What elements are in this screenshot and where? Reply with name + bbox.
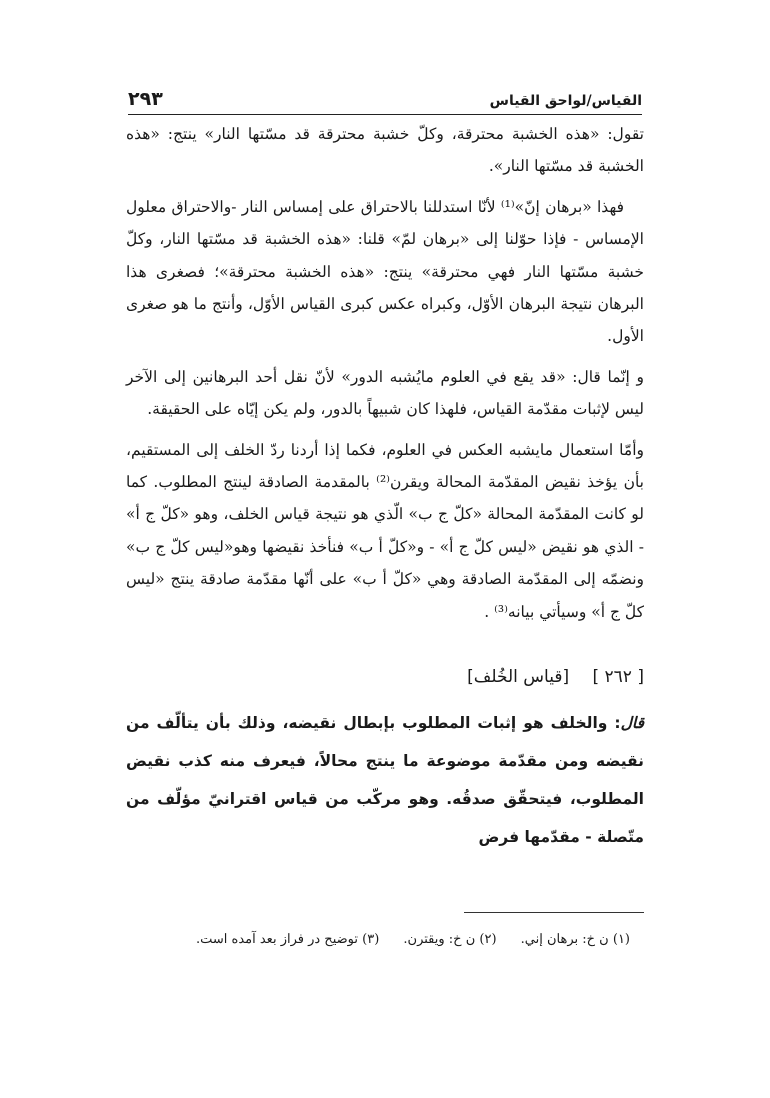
page-number: ٢٩٣ (128, 88, 163, 110)
paragraph-1: تقول: «هذه الخشبة محترقة، وكلّ خشبة محترقة قد مسّتها النار» ينتج: «هذه الخشبة قد مسّتها النار». (126, 125, 644, 176)
paragraph-2: فهذا «برهان إنّ»⁽¹⁾ لأنّا استدللنا بالاحتراق على إمساس النار -والاحتراق معلول الإمساس - فإذا حوّلنا إلى «برهان لمّ» قلنا: «هذه الخشبة قد مسّتها النار، وكلّ خشبة مسّتها النار فهي محترقة» ينتج: «هذه الخشبة محترقة»؛ فصغرى هذا البرهان نتيجة البرهان الأوّل، وكبراه عكس كبرى القياس الأوّل، وأنتج ما هو صغرى الأول. (126, 197, 644, 346)
running-title: القياس/لواحق القياس (489, 93, 642, 109)
footnote-divider (464, 912, 644, 913)
footnote-3: (٣) توضيح در فراز بعد آمده است. (195, 932, 380, 947)
qala-label: قال (620, 714, 644, 733)
commentary-body (126, 118, 644, 864)
section-title: [قياس الخُلف] (467, 667, 570, 688)
matn-paragraph (126, 704, 644, 856)
paragraph-4: وأمّا استعمال مايشبه العكس في العلوم، فكما إذا أردنا ردّ الخلف إلى المستقيم، بأن يؤخذ نقيض المقدّمة المحالة ويقرن⁽²⁾ بالمقدمة الصادقة لينتج المطلوب. كما لو كانت المقدّمة المحالة «كلّ ج ب» الّذي هو نتيجة قياس الخلف، وهو «كلّ ج أ» - الذي هو نقيض «ليس كلّ ج أ» - و«كلّ أ ب» فنأخذ نقيضها وهو«ليس كلّ ج ب» ونضمّه إلى المقدّمة الصادقة وهي «كلّ أ ب» على أنّها مقدّمة صادقة ينتج «ليس كلّ ج أ» وسيأتي بيانه⁽³⁾ . (126, 440, 644, 621)
footnote-2: (٢) ن خ: ويقترن. (403, 932, 497, 947)
section-heading (126, 658, 644, 696)
section-number: [ ٢٦٢ ] (592, 667, 644, 688)
matn-text: : والخلف هو إثبات المطلوب بإبطال نقيضه، وذلك بأن يتألّف من نقيضه ومن مقدّمة موضوعة ما ينتج محالاً، فيعرف منه كذب نقيض المطلوب، فيتحقّق صدقُه. وهو مركّب من قياس اقترانيّ مؤلّف من متّصلة - مقدّمها فرض (126, 714, 644, 847)
footnotes (126, 930, 630, 950)
page-header (128, 80, 642, 115)
paragraph-3: و إنّما قال: «قد يقع في العلوم مايُشبه الدور» لأنّ نقل أحد البرهانين إلى الآخر ليس لإثبات مقدّمة القياس، فلهذا كان شبيهاً بالدور، ولم يكن إيّاه على الحقيقة. (126, 367, 644, 419)
footnote-1: (١) ن خ: برهان إني. (520, 932, 630, 947)
